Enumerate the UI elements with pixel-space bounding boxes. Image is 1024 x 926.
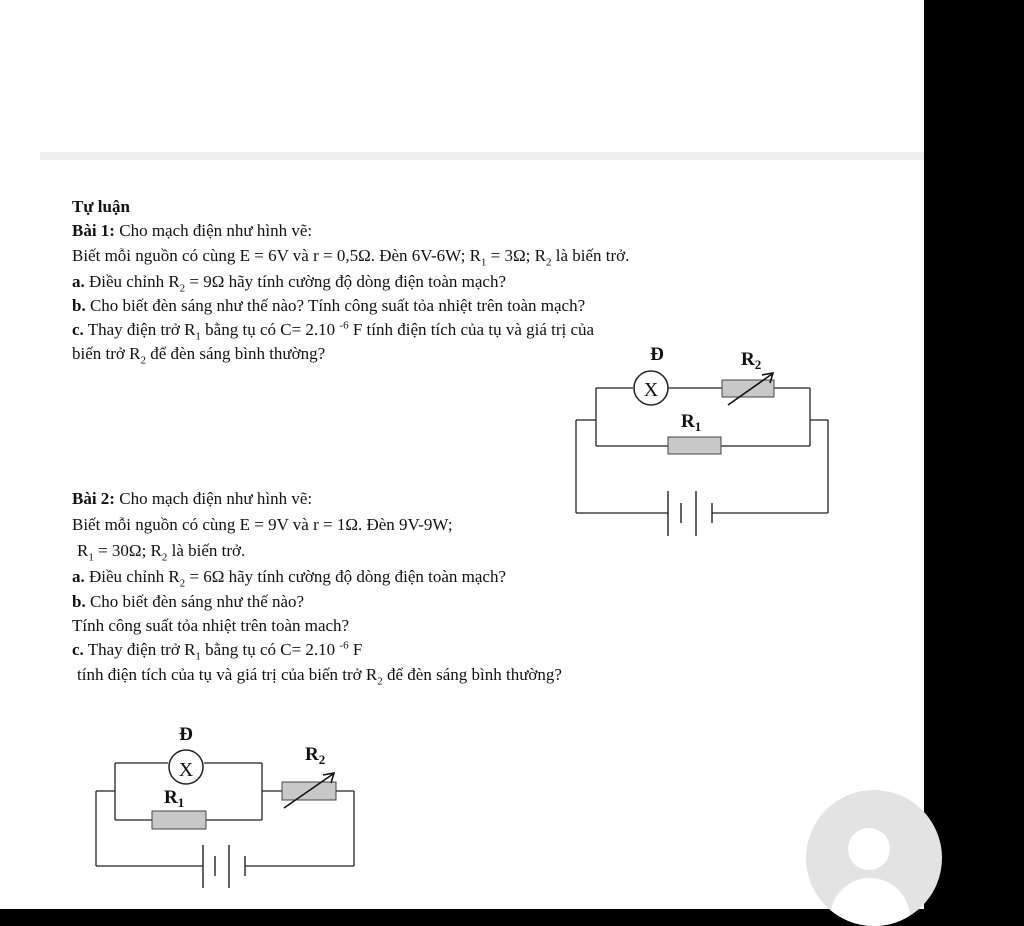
text: là biến trở. [555,246,630,265]
r2-letter: R [305,744,319,765]
label: a. [72,567,85,586]
lamp-symbol: X [178,759,194,781]
label: c. [72,640,84,659]
text: để đèn sáng bình thường? [150,344,326,363]
text: biến trở R [72,344,141,363]
text: Cho biết đèn sáng như thế nào? Tính công suất tỏa nhiệt trên toàn mạch? [89,296,586,315]
r2-letter: R [741,349,755,370]
avatar[interactable] [806,790,942,926]
text: Thay điện trở R [87,320,196,339]
text: Biết mỗi nguồn có cùng E = 6V và r = 0,5Ω. Đèn 6V-6W; R [72,246,481,265]
text: = 3Ω; R [490,246,546,265]
r2-subscript: 2 [754,357,762,372]
battery-icon [203,845,245,888]
bai1-intro: Cho mạch điện như hình vẽ: [119,221,313,240]
label: c. [72,320,84,339]
heading: Tự luận [72,197,130,216]
subscript: 2 [545,256,552,269]
text: Cho biết đèn sáng như thế nào? [89,592,305,611]
bai2-given: Biết mỗi nguồn có cùng E = 9V và r = 1Ω. Đèn 9V-9W; [72,515,453,534]
subscript: 1 [195,330,201,343]
bai2-title: Bài 2: [72,489,115,508]
superscript: -6 [339,639,349,652]
subscript: 2 [140,354,146,367]
avatar-head-icon [848,828,890,870]
text: Điều chỉnh R [89,272,180,291]
text: = 30Ω; R [98,541,162,560]
label: b. [72,296,86,315]
r1-subscript: 1 [694,419,702,434]
subscript: 2 [377,675,383,688]
bai1-title: Bài 1: [72,221,115,240]
text: để đèn sáng bình thường? [387,665,562,684]
subscript: 1 [480,256,487,269]
text: = 6Ω hãy tính cường độ dòng điện toàn mạch? [189,567,507,586]
subscript: 2 [161,551,168,564]
r1-letter: R [681,411,695,432]
lamp-symbol: X [643,379,659,401]
bai2-intro: Cho mạch điện như hình vẽ: [119,489,313,508]
text: bằng tụ có C= 2.10 [205,320,336,339]
text: Điều chỉnh R [89,567,180,586]
superscript: -6 [339,319,349,332]
lamp-label: Đ [650,344,664,365]
text: F [352,640,363,659]
text: tính điện tích của tụ và giá trị của biến trở R [77,665,378,684]
avatar-body-icon [830,878,910,926]
subscript: 2 [179,577,186,590]
subscript: 1 [88,551,94,564]
subscript: 1 [195,650,201,663]
label: b. [72,592,86,611]
text: = 9Ω hãy tính cường độ dòng điện toàn mạch? [189,272,507,291]
r2-label [305,744,325,767]
r1-subscript: 1 [177,795,185,810]
r2-subscript: 2 [318,752,326,767]
text: là biến trở. [171,541,246,560]
text: F tính điện tích của tụ và giá trị của [352,320,595,339]
text: R [77,541,89,560]
resistor-r1-icon [152,811,206,829]
subscript: 2 [179,282,186,295]
lamp-label: Đ [179,724,193,745]
r1-letter: R [164,787,178,808]
r1-label [164,787,184,810]
label: a. [72,272,85,291]
bai2-question-b-cont: Tính công suất tỏa nhiệt trên toàn mach? [72,616,350,635]
text: Thay điện trở R [87,640,196,659]
text: bằng tụ có C= 2.10 [205,640,336,659]
